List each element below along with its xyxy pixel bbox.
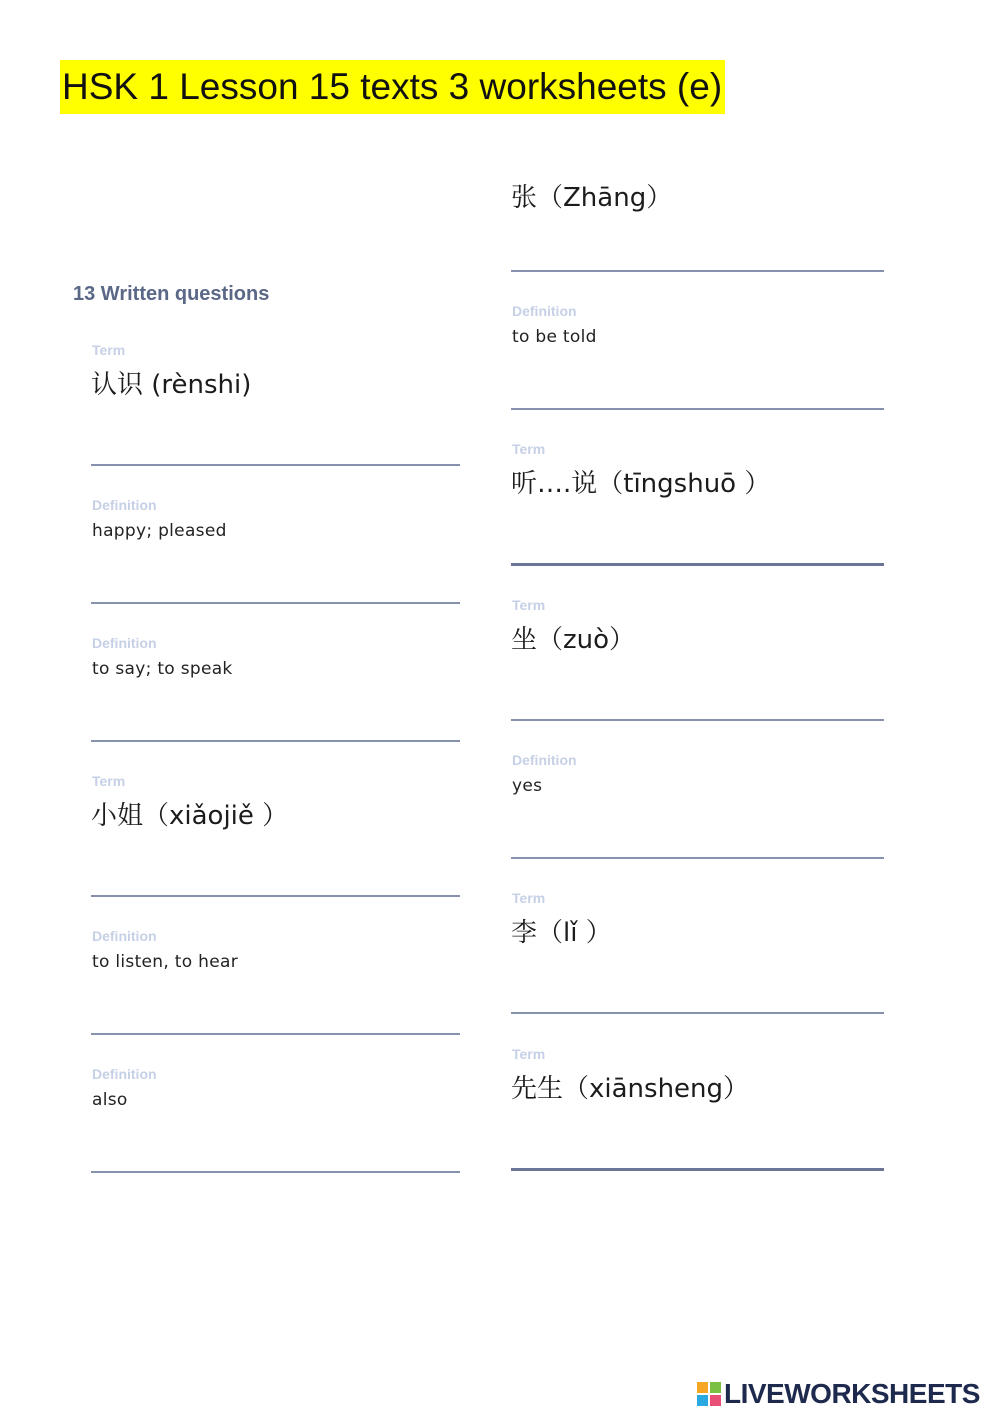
term-text: 先生（xiānsheng） (511, 1074, 750, 1104)
answer-line[interactable] (511, 408, 884, 410)
card-label: Term (92, 342, 126, 358)
section-heading: 13 Written questions (73, 283, 270, 305)
question-card-left-4 (91, 773, 460, 899)
answer-line[interactable] (511, 563, 884, 566)
question-card-right-5 (511, 752, 884, 862)
term-text: 小姐（xiǎojiě ） (91, 801, 289, 831)
logo-square-3 (697, 1395, 708, 1406)
card-label: Term (512, 597, 546, 613)
liveworksheets-logo (697, 1376, 980, 1412)
answer-line[interactable] (91, 1171, 460, 1173)
definition-text: happy; pleased (92, 521, 227, 541)
card-label: Definition (92, 497, 157, 513)
card-label: Term (512, 890, 546, 906)
question-card-left-2 (91, 497, 460, 607)
term-text: 李（lǐ ） (511, 918, 612, 948)
question-card-right-1 (511, 155, 884, 275)
definition-text: to listen, to hear (92, 952, 238, 972)
worksheet-title: HSK 1 Lesson 15 texts 3 worksheets (e) (60, 60, 725, 114)
question-card-left-3 (91, 635, 460, 745)
card-label: Definition (92, 928, 157, 944)
logo-square-2 (710, 1382, 721, 1393)
question-card-right-7 (511, 1046, 884, 1174)
card-label: Definition (512, 752, 577, 768)
question-card-right-3 (511, 441, 884, 569)
term-text: 认识 (rènshi) (91, 370, 252, 400)
card-label: Term (92, 773, 126, 789)
card-label: Term (512, 441, 546, 457)
definition-text: to say; to speak (92, 659, 233, 679)
card-label: Definition (92, 635, 157, 651)
definition-text: to be told (512, 327, 597, 347)
question-card-right-4 (511, 597, 884, 723)
logo-square-1 (697, 1382, 708, 1393)
answer-line[interactable] (91, 464, 460, 466)
liveworksheets-logo-icon (697, 1382, 721, 1406)
card-label: Definition (92, 1066, 157, 1082)
question-card-right-2 (511, 303, 884, 413)
definition-text: also (92, 1090, 128, 1110)
question-card-left-5 (91, 928, 460, 1038)
question-card-right-6 (511, 890, 884, 1016)
term-text: 听….说（tīngshuō ） (511, 469, 771, 499)
liveworksheets-logo-text: LIVEWORKSHEETS (724, 1378, 980, 1409)
term-text: 张（Zhāng） (511, 183, 673, 213)
answer-line[interactable] (511, 1168, 884, 1171)
answer-line[interactable] (511, 719, 884, 721)
answer-line[interactable] (511, 1012, 884, 1014)
answer-line[interactable] (91, 602, 460, 604)
question-card-left-6 (91, 1066, 460, 1176)
answer-line[interactable] (91, 740, 460, 742)
question-card-left-1 (91, 342, 460, 468)
logo-square-4 (710, 1395, 721, 1406)
term-text: 坐（zuò） (511, 625, 636, 655)
definition-text: yes (512, 776, 543, 796)
answer-line[interactable] (511, 270, 884, 272)
answer-line[interactable] (91, 1033, 460, 1035)
card-label: Definition (512, 303, 577, 319)
answer-line[interactable] (511, 857, 884, 859)
answer-line[interactable] (91, 895, 460, 897)
card-label: Term (512, 1046, 546, 1062)
